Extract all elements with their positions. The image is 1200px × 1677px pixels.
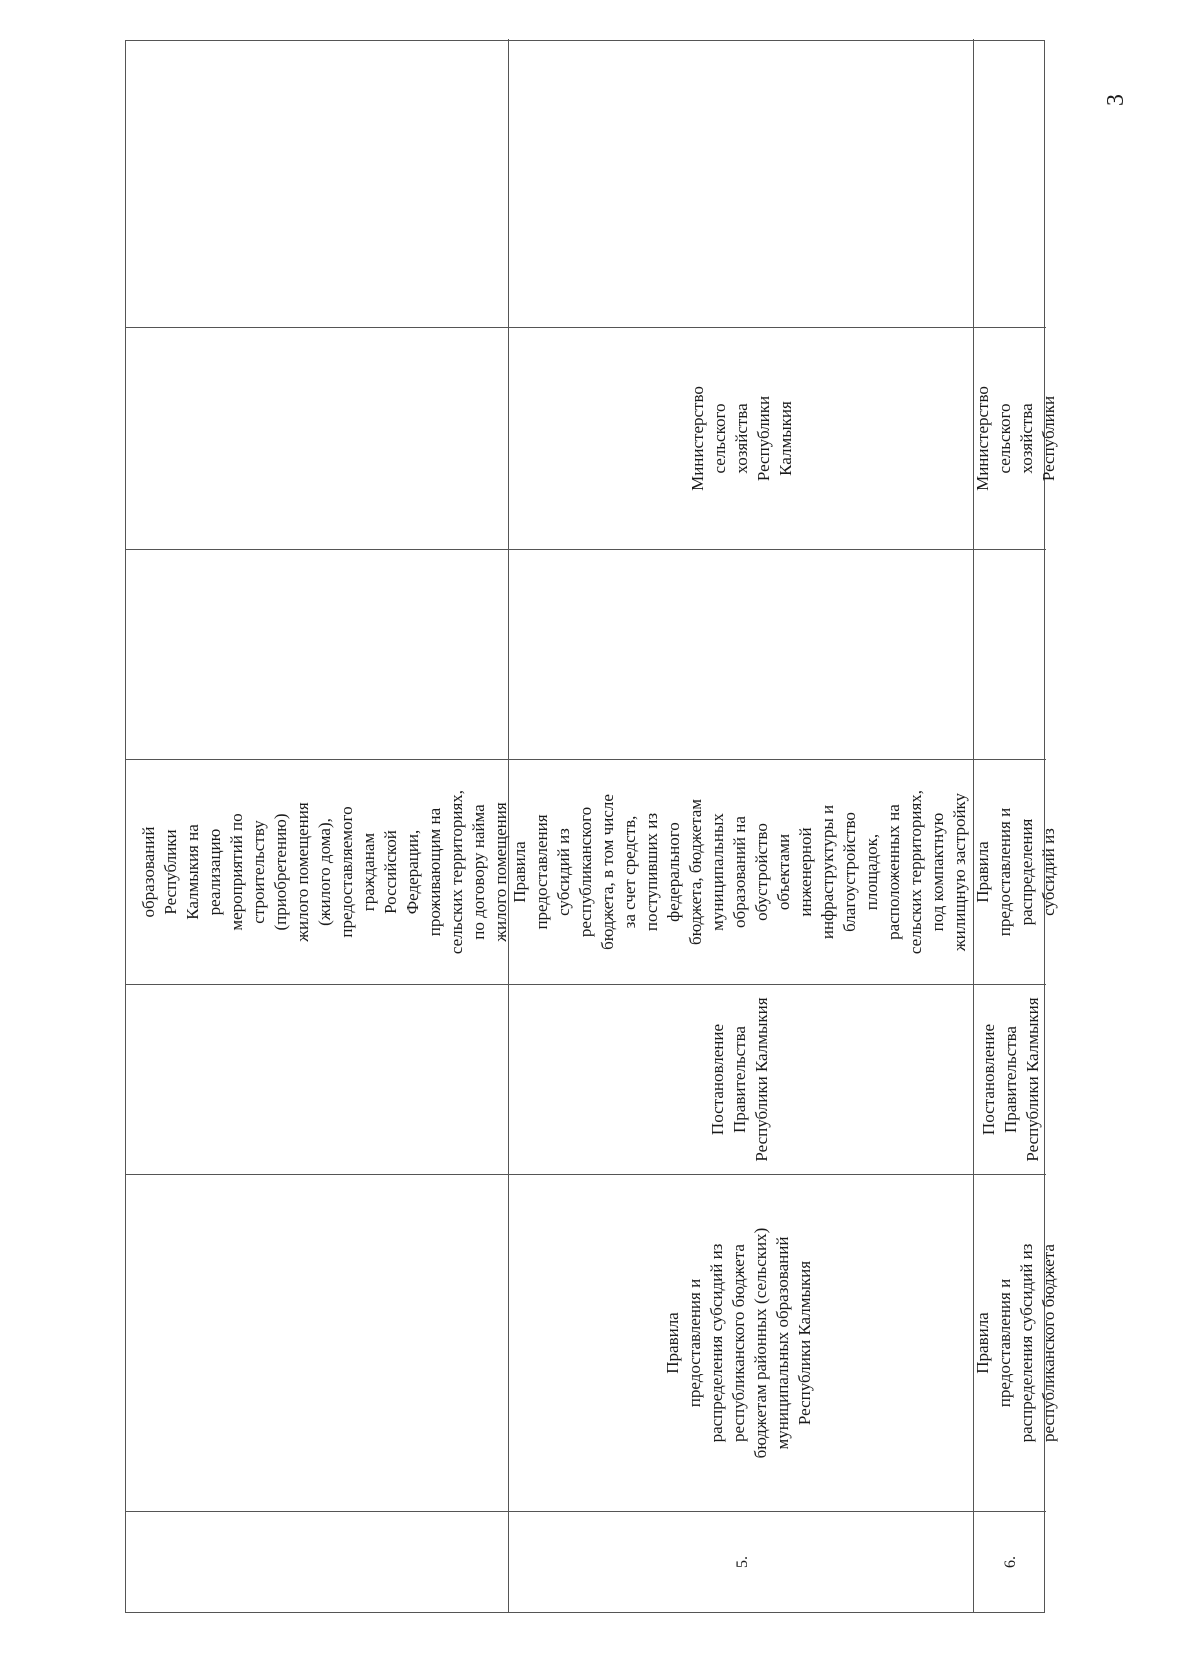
text-line: Республики xyxy=(1039,395,1058,482)
text-line: распределения xyxy=(1017,818,1036,926)
text-line: субсидий из xyxy=(554,828,573,916)
rotated-table-frame xyxy=(125,40,1058,1613)
cell-document-subject xyxy=(126,759,508,984)
cell-responsible-body xyxy=(126,327,508,549)
document-type xyxy=(974,985,1044,1174)
text-line: Правила xyxy=(663,1312,682,1374)
document-subject xyxy=(972,760,1060,984)
text-line: предоставления xyxy=(532,814,551,930)
text-line: муниципальных образований xyxy=(773,1236,792,1450)
text-line: хозяйства xyxy=(732,403,751,474)
row-number: 6. xyxy=(1002,1556,1019,1568)
text-line: гражданам xyxy=(359,832,378,912)
text-line: Республики Калмыкия xyxy=(752,997,771,1162)
cell-responsible-body xyxy=(973,327,1058,549)
text-line: предоставления и xyxy=(685,1278,704,1408)
text-line: Правила xyxy=(973,841,992,903)
text-line: Министерство xyxy=(973,386,992,491)
cell-column-7 xyxy=(974,39,1046,327)
text-line: сельских территориях, xyxy=(906,789,925,955)
text-line: Республики xyxy=(754,395,773,482)
text-line: Калмыкия на xyxy=(183,824,202,920)
cell-number xyxy=(974,1511,1046,1612)
text-line: строительству xyxy=(249,820,268,924)
text-line: жилищную застройку xyxy=(950,792,969,952)
text-line: федерального xyxy=(664,822,683,922)
cell-number xyxy=(509,1511,973,1612)
text-line: Правительства xyxy=(730,1026,749,1133)
cell-document-type xyxy=(509,984,973,1174)
text-line: жилого помещения xyxy=(293,802,312,942)
cell-column-7 xyxy=(509,39,973,327)
cell-document-subject xyxy=(973,759,1058,984)
text-line: (приобретению) xyxy=(271,813,290,931)
text-line: Правительства xyxy=(1001,1026,1020,1133)
text-line: Российской xyxy=(381,830,400,914)
cell-number xyxy=(126,1511,508,1612)
text-line: сельского xyxy=(995,403,1014,474)
text-line: Республики xyxy=(161,829,180,915)
text-line: по договору найма xyxy=(469,804,488,940)
text-line: распределения субсидий из xyxy=(707,1243,726,1443)
document-title xyxy=(972,1175,1060,1511)
text-line: республиканского бюджета xyxy=(729,1244,748,1442)
text-line: поступивших из xyxy=(642,812,661,932)
document-title xyxy=(509,1175,816,1511)
text-line: республиканского бюджета xyxy=(1039,1244,1058,1442)
cell-column-5 xyxy=(509,549,973,759)
cell-column-5 xyxy=(974,549,1046,759)
text-line: инфраструктуры и xyxy=(818,804,837,940)
cell-document-title xyxy=(973,1174,1058,1511)
table-row xyxy=(509,39,974,1612)
text-line: бюджета, бюджетам xyxy=(686,798,705,946)
document-type xyxy=(509,985,773,1174)
page-number: 3 xyxy=(1103,94,1129,106)
text-line: инженерной xyxy=(796,827,815,917)
text-line: за счет средств, xyxy=(620,815,639,929)
text-line: муниципальных xyxy=(708,813,727,931)
text-line: республиканского xyxy=(576,806,595,938)
table-row xyxy=(973,39,1058,1612)
table-row xyxy=(126,39,509,1612)
text-line: мероприятий по xyxy=(227,813,246,931)
text-line: субсидий из xyxy=(1039,828,1058,916)
text-line: предоставляемого xyxy=(337,806,356,938)
text-line: хозяйства xyxy=(1017,403,1036,474)
text-line: под компактную xyxy=(928,812,947,932)
text-line: сельского xyxy=(710,403,729,474)
text-line: Правила xyxy=(973,1312,992,1374)
document-subject xyxy=(126,760,512,984)
text-line: объектами xyxy=(774,833,793,911)
responsible-body xyxy=(509,328,797,549)
text-line: благоустройство xyxy=(840,812,859,932)
text-line: Постановление xyxy=(708,1023,727,1136)
text-line: распределения субсидий из xyxy=(1017,1243,1036,1443)
document-subject xyxy=(509,760,971,984)
text-line: бюджетам районных (сельских) xyxy=(751,1227,770,1459)
cell-document-type xyxy=(974,984,1046,1174)
cell-column-7 xyxy=(126,39,508,327)
text-line: Республики Калмыкия xyxy=(1023,997,1042,1162)
cell-document-subject xyxy=(509,759,973,984)
text-line: Республики Калмыкия xyxy=(795,1260,814,1426)
cell-column-5 xyxy=(126,549,508,759)
row-number: 5. xyxy=(734,1556,751,1568)
text-line: предоставления и xyxy=(995,807,1014,937)
text-line: Правила xyxy=(510,841,529,903)
text-line: образований xyxy=(139,826,158,918)
text-line: Калмыкия xyxy=(776,401,795,476)
text-line: бюджета, в том числе xyxy=(598,794,617,950)
document-table xyxy=(125,40,1058,1613)
cell-document-type xyxy=(126,984,508,1174)
text-line: расположенных на xyxy=(884,804,903,940)
text-line: Федерации, xyxy=(403,829,422,915)
cell-document-title xyxy=(126,1174,508,1511)
text-line: проживающим на xyxy=(425,807,444,937)
text-line: сельских территориях, xyxy=(447,789,466,955)
cell-document-title xyxy=(509,1174,973,1511)
text-line: жилого помещения xyxy=(491,802,510,942)
text-line: (жилого дома), xyxy=(315,818,334,926)
text-line: Министерство xyxy=(688,386,707,491)
text-line: обустройство xyxy=(752,823,771,921)
responsible-body xyxy=(972,328,1060,549)
text-line: реализацию xyxy=(205,828,224,916)
text-line: площадок, xyxy=(862,833,881,911)
cell-responsible-body xyxy=(509,327,973,549)
text-line: предоставления и xyxy=(995,1278,1014,1408)
text-line: образований на xyxy=(730,816,749,928)
text-line: Постановление xyxy=(979,1023,998,1136)
